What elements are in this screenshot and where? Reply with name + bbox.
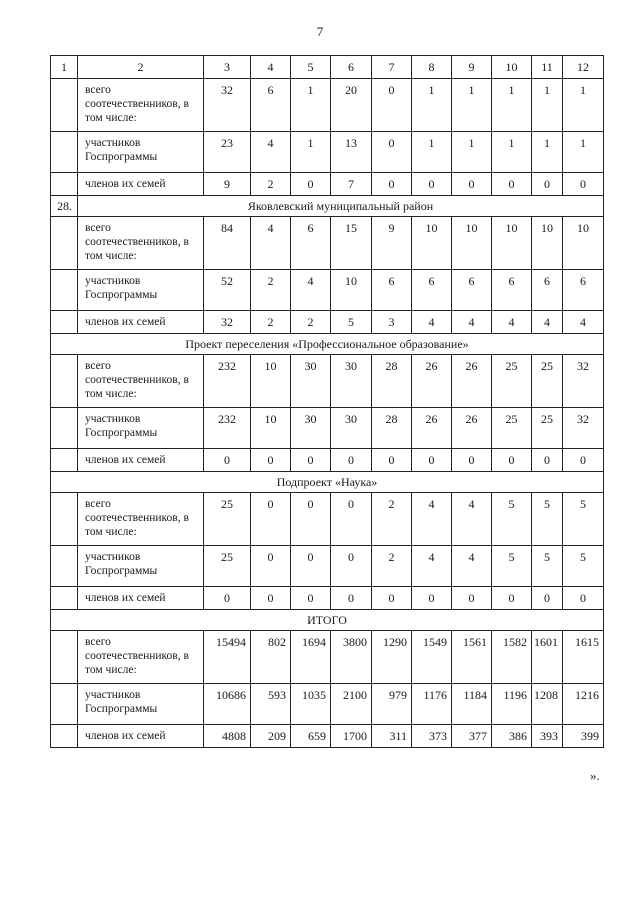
value-cell: 10: [412, 217, 452, 270]
value-cell: 0: [412, 449, 452, 472]
value-cell: 1: [452, 79, 492, 132]
section-number: 28.: [51, 196, 78, 217]
row-label: членов их семей: [78, 173, 204, 196]
value-cell: 1700: [331, 725, 372, 748]
row-number-cell: [51, 217, 78, 270]
value-cell: 0: [563, 587, 604, 610]
value-cell: 3: [372, 311, 412, 334]
value-cell: 52: [204, 270, 251, 311]
row-number-cell: [51, 546, 78, 587]
row-number-cell: [51, 684, 78, 725]
column-header: 4: [251, 56, 291, 79]
value-cell: 2: [251, 311, 291, 334]
value-cell: 1694: [291, 631, 331, 684]
value-cell: 1: [412, 132, 452, 173]
value-cell: 0: [331, 587, 372, 610]
value-cell: 0: [563, 173, 604, 196]
value-cell: 30: [291, 408, 331, 449]
table-row: [51, 355, 604, 408]
value-cell: 6: [372, 270, 412, 311]
section-title: Яковлевский муниципальный район: [78, 196, 604, 217]
value-cell: 5: [563, 493, 604, 546]
table-row: [51, 587, 604, 610]
row-label: участников Госпрограммы: [78, 132, 204, 173]
value-cell: 399: [563, 725, 604, 748]
value-cell: 25: [492, 355, 532, 408]
table-row: [51, 684, 604, 725]
value-cell: 28: [372, 355, 412, 408]
value-cell: 0: [291, 546, 331, 587]
value-cell: 0: [331, 493, 372, 546]
value-cell: 5: [331, 311, 372, 334]
value-cell: 1: [452, 132, 492, 173]
value-cell: 0: [204, 449, 251, 472]
value-cell: 4: [492, 311, 532, 334]
value-cell: 1176: [412, 684, 452, 725]
row-number-cell: [51, 493, 78, 546]
value-cell: 1561: [452, 631, 492, 684]
row-number-cell: [51, 631, 78, 684]
value-cell: 32: [204, 79, 251, 132]
value-cell: 4: [532, 311, 563, 334]
value-cell: 5: [532, 546, 563, 587]
value-cell: 1: [492, 132, 532, 173]
value-cell: 10: [331, 270, 372, 311]
value-cell: 10: [251, 355, 291, 408]
value-cell: 4: [412, 493, 452, 546]
value-cell: 0: [291, 587, 331, 610]
value-cell: 2: [251, 270, 291, 311]
value-cell: 2: [291, 311, 331, 334]
table-row: [51, 79, 604, 132]
value-cell: 6: [412, 270, 452, 311]
value-cell: 0: [331, 546, 372, 587]
row-label: всего соотечественников, в том числе:: [78, 355, 204, 408]
value-cell: 5: [492, 546, 532, 587]
value-cell: 1: [291, 79, 331, 132]
value-cell: 0: [492, 449, 532, 472]
value-cell: 377: [452, 725, 492, 748]
value-cell: 10: [492, 217, 532, 270]
value-cell: 0: [532, 449, 563, 472]
value-cell: 84: [204, 217, 251, 270]
value-cell: 6: [251, 79, 291, 132]
value-cell: 0: [331, 449, 372, 472]
value-cell: 15494: [204, 631, 251, 684]
value-cell: 2: [372, 493, 412, 546]
value-cell: 0: [372, 79, 412, 132]
value-cell: 1196: [492, 684, 532, 725]
column-header: 3: [204, 56, 251, 79]
value-cell: 1582: [492, 631, 532, 684]
value-cell: 1: [563, 79, 604, 132]
value-cell: 1: [532, 132, 563, 173]
banner-row-total: [51, 610, 604, 631]
value-cell: 0: [291, 173, 331, 196]
row-label: членов их семей: [78, 725, 204, 748]
row-number-cell: [51, 449, 78, 472]
value-cell: 209: [251, 725, 291, 748]
value-cell: 10: [532, 217, 563, 270]
value-cell: 1208: [532, 684, 563, 725]
value-cell: 25: [492, 408, 532, 449]
value-cell: 0: [452, 449, 492, 472]
value-cell: 26: [452, 408, 492, 449]
value-cell: 10: [563, 217, 604, 270]
value-cell: 0: [492, 173, 532, 196]
value-cell: 25: [204, 493, 251, 546]
row-number-cell: [51, 173, 78, 196]
row-number-cell: [51, 587, 78, 610]
value-cell: 0: [291, 449, 331, 472]
value-cell: 15: [331, 217, 372, 270]
project-heading: Проект переселения «Профессиональное образование»: [51, 334, 604, 355]
value-cell: 4: [291, 270, 331, 311]
value-cell: 1: [532, 79, 563, 132]
value-cell: 1216: [563, 684, 604, 725]
value-cell: 0: [532, 173, 563, 196]
value-cell: 26: [412, 355, 452, 408]
value-cell: 0: [251, 546, 291, 587]
column-header: 11: [532, 56, 563, 79]
value-cell: 0: [372, 449, 412, 472]
value-cell: 4: [412, 311, 452, 334]
project-heading: Подпроект «Наука»: [51, 472, 604, 493]
value-cell: 0: [372, 132, 412, 173]
row-label: членов их семей: [78, 311, 204, 334]
value-cell: 0: [492, 587, 532, 610]
section-row-yakovlevsky: [51, 196, 604, 217]
value-cell: 2: [251, 173, 291, 196]
value-cell: 4: [563, 311, 604, 334]
row-label: участников Госпрограммы: [78, 546, 204, 587]
value-cell: 3800: [331, 631, 372, 684]
table-row: [51, 493, 604, 546]
value-cell: 30: [331, 355, 372, 408]
value-cell: 0: [291, 493, 331, 546]
value-cell: 0: [532, 587, 563, 610]
value-cell: 979: [372, 684, 412, 725]
column-header-row: [51, 56, 604, 79]
value-cell: 1: [412, 79, 452, 132]
value-cell: 23: [204, 132, 251, 173]
value-cell: 26: [412, 408, 452, 449]
value-cell: 0: [452, 173, 492, 196]
value-cell: 0: [412, 587, 452, 610]
value-cell: 30: [331, 408, 372, 449]
column-header: 7: [372, 56, 412, 79]
value-cell: 25: [532, 408, 563, 449]
column-header: 1: [51, 56, 78, 79]
banner-row-nauka: [51, 472, 604, 493]
value-cell: 32: [563, 408, 604, 449]
table-row: [51, 408, 604, 449]
value-cell: 0: [372, 173, 412, 196]
table-row: [51, 725, 604, 748]
value-cell: 802: [251, 631, 291, 684]
value-cell: 5: [563, 546, 604, 587]
value-cell: 9: [204, 173, 251, 196]
row-number-cell: [51, 79, 78, 132]
value-cell: 28: [372, 408, 412, 449]
table-row: [51, 270, 604, 311]
resettlement-table: [50, 55, 604, 748]
value-cell: 7: [331, 173, 372, 196]
value-cell: 0: [412, 173, 452, 196]
row-number-cell: [51, 408, 78, 449]
row-number-cell: [51, 355, 78, 408]
value-cell: 232: [204, 408, 251, 449]
value-cell: 26: [452, 355, 492, 408]
value-cell: 232: [204, 355, 251, 408]
table-row: [51, 631, 604, 684]
row-number-cell: [51, 725, 78, 748]
value-cell: 0: [563, 449, 604, 472]
value-cell: 1: [492, 79, 532, 132]
value-cell: 0: [251, 449, 291, 472]
value-cell: 2100: [331, 684, 372, 725]
column-header: 8: [412, 56, 452, 79]
row-label: всего соотечественников, в том числе:: [78, 79, 204, 132]
value-cell: 1035: [291, 684, 331, 725]
value-cell: 25: [532, 355, 563, 408]
value-cell: 0: [251, 587, 291, 610]
table-row: [51, 449, 604, 472]
value-cell: 0: [372, 587, 412, 610]
column-header: 6: [331, 56, 372, 79]
page-number: 7: [316, 24, 324, 39]
value-cell: 386: [492, 725, 532, 748]
value-cell: 4: [452, 546, 492, 587]
value-cell: 1615: [563, 631, 604, 684]
value-cell: 4808: [204, 725, 251, 748]
row-number-cell: [51, 311, 78, 334]
row-label: всего соотечественников, в том числе:: [78, 217, 204, 270]
table-row: [51, 217, 604, 270]
value-cell: 6: [452, 270, 492, 311]
total-heading: ИТОГО: [51, 610, 604, 631]
value-cell: 25: [204, 546, 251, 587]
table-row: [51, 173, 604, 196]
value-cell: 4: [412, 546, 452, 587]
table-row: [51, 546, 604, 587]
column-header: 9: [452, 56, 492, 79]
row-number-cell: [51, 132, 78, 173]
value-cell: 1: [291, 132, 331, 173]
value-cell: 1290: [372, 631, 412, 684]
value-cell: 1: [563, 132, 604, 173]
row-number-cell: [51, 270, 78, 311]
value-cell: 10: [452, 217, 492, 270]
value-cell: 4: [452, 311, 492, 334]
closing-quote-mark: ».: [590, 768, 600, 783]
table-row: [51, 132, 604, 173]
value-cell: 0: [204, 587, 251, 610]
value-cell: 6: [532, 270, 563, 311]
row-label: членов их семей: [78, 587, 204, 610]
banner-row-prof-education: [51, 334, 604, 355]
row-label: всего соотечественников, в том числе:: [78, 493, 204, 546]
value-cell: 10686: [204, 684, 251, 725]
value-cell: 4: [452, 493, 492, 546]
value-cell: 393: [532, 725, 563, 748]
value-cell: 13: [331, 132, 372, 173]
value-cell: 9: [372, 217, 412, 270]
row-label: членов их семей: [78, 449, 204, 472]
value-cell: 2: [372, 546, 412, 587]
value-cell: 6: [492, 270, 532, 311]
value-cell: 0: [251, 493, 291, 546]
value-cell: 4: [251, 132, 291, 173]
value-cell: 1601: [532, 631, 563, 684]
value-cell: 6: [291, 217, 331, 270]
value-cell: 593: [251, 684, 291, 725]
value-cell: 10: [251, 408, 291, 449]
value-cell: 311: [372, 725, 412, 748]
row-label: всего соотечественников, в том числе:: [78, 631, 204, 684]
value-cell: 5: [492, 493, 532, 546]
value-cell: 373: [412, 725, 452, 748]
value-cell: 32: [204, 311, 251, 334]
value-cell: 32: [563, 355, 604, 408]
value-cell: 0: [452, 587, 492, 610]
value-cell: 30: [291, 355, 331, 408]
column-header: 12: [563, 56, 604, 79]
row-label: участников Госпрограммы: [78, 408, 204, 449]
row-label: участников Госпрограммы: [78, 684, 204, 725]
value-cell: 1549: [412, 631, 452, 684]
table-row: [51, 311, 604, 334]
column-header: 10: [492, 56, 532, 79]
column-header: 5: [291, 56, 331, 79]
value-cell: 20: [331, 79, 372, 132]
value-cell: 659: [291, 725, 331, 748]
value-cell: 4: [251, 217, 291, 270]
column-header: 2: [78, 56, 204, 79]
value-cell: 1184: [452, 684, 492, 725]
value-cell: 6: [563, 270, 604, 311]
row-label: участников Госпрограммы: [78, 270, 204, 311]
value-cell: 5: [532, 493, 563, 546]
